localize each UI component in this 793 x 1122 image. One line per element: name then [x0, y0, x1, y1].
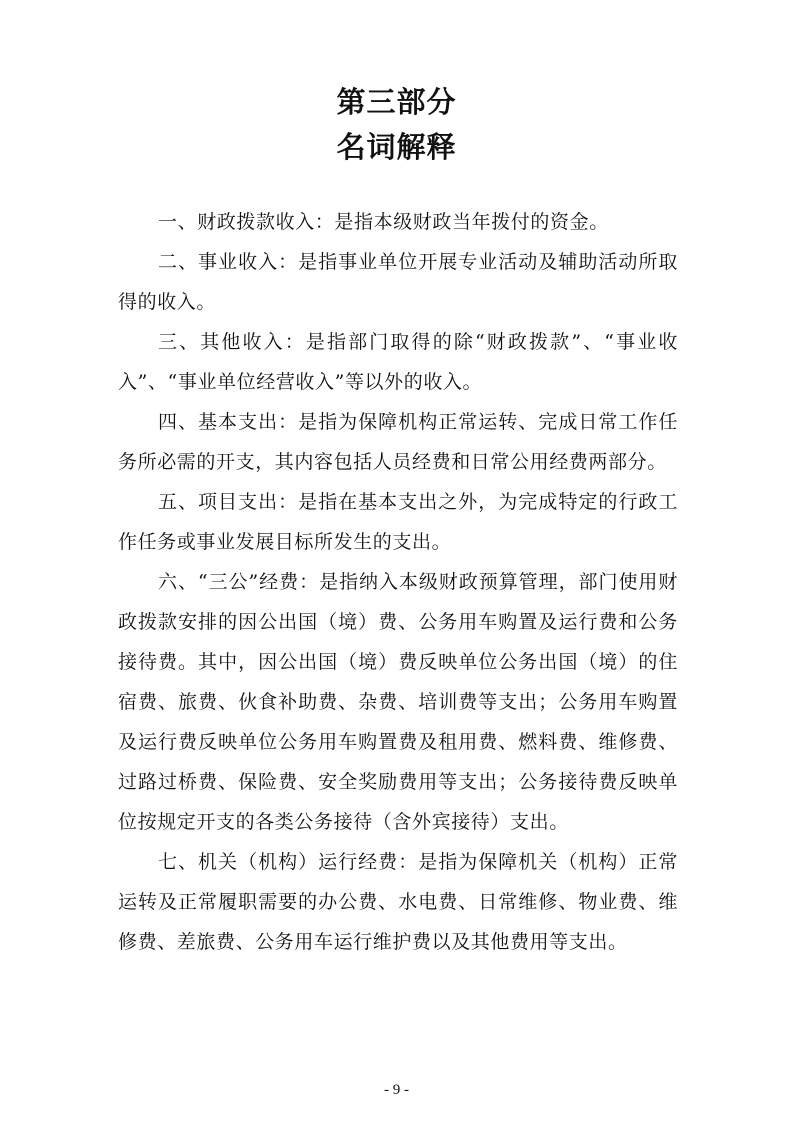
paragraph-project-expenditure: 五、项目支出：是指在基本支出之外，为完成特定的行政工作任务或事业发展目标所发生的支出。	[118, 491, 678, 553]
section-title: 第三部分	[336, 85, 457, 119]
paragraph-operating-expenses: 七、机关（机构）运行经费：是指为保障机关（机构）正常运转及正常履职需要的办公费、水电费、日常维修、物业费、维修费、差旅费、公务用车运行维护费以及其他费用等支出。	[118, 851, 678, 953]
document-body	[118, 202, 678, 962]
paragraph-three-public-expenses: 六、“三公”经费：是指纳入本级财政预算管理，部门使用财政拨款安排的因公出国（境）费、公务用车购置及运行费和公务接待费。其中，因公出国（境）费反映单位公务出国（境）的住宿费、旅费、伙食补助费、杂费、培训费等支出；公务用车购置及运行费反映单位公务用车购置费及租用费、燃料费、维修费、过路过桥费、保险费、安全奖励费用等支出；公务接待费反映单位按规定开支的各类公务接待（含外宾接待）支出。	[118, 571, 678, 833]
paragraph-basic-expenditure: 四、基本支出：是指为保障机构正常运转、完成日常工作任务所必需的开支，其内容包括人员经费和日常公用经费两部分。	[118, 411, 678, 473]
paragraph-other-income: 三、其他收入：是指部门取得的除“财政拨款”、“事业收入”、“事业单位经营收入”等以外的收入。	[118, 331, 678, 393]
paragraph-fiscal-appropriation-income: 一、财政拨款收入：是指本级财政当年拨付的资金。	[158, 211, 609, 233]
paragraph-business-income: 二、事业收入：是指事业单位开展专业活动及辅助活动所取得的收入。	[118, 251, 678, 313]
page-number: - 9 -	[384, 1082, 409, 1098]
section-subtitle: 名词解释	[336, 130, 457, 164]
